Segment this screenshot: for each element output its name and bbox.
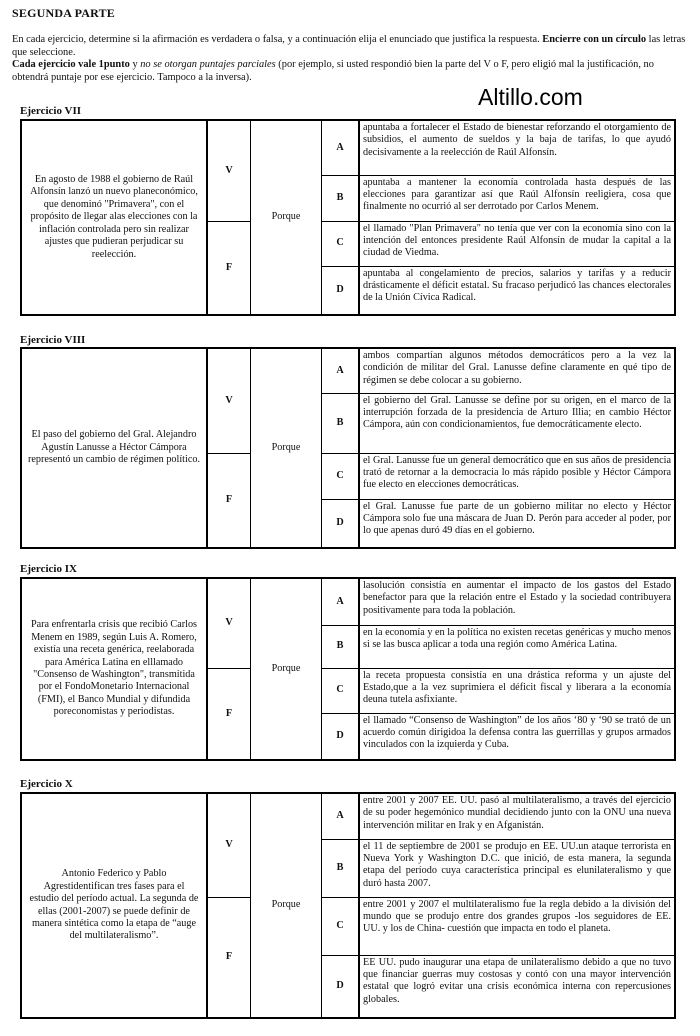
instructions-text: las letras que seleccione. [12, 34, 686, 58]
option-letter-a[interactable]: A [322, 120, 360, 175]
true-option[interactable]: V [207, 348, 251, 453]
option-letter-c[interactable]: C [322, 453, 360, 499]
exercise-title: Ejercicio IX [20, 563, 77, 575]
option-text: entre 2001 y 2007 el multilateralismo fue la regla debido a la división del mundo que se produjo entre dos grandes grupos -los seguidores de EE. UU. y los de China- cuestión que impacta en todo el planeta. [359, 897, 675, 955]
instructions-emphasis: Encierre con un círculo [542, 34, 647, 45]
exercise-table [20, 347, 676, 549]
option-text: el llamado “Consenso de Washington” de los años ‘80 y ‘90 se trató de un acuerdo común dirigidoa la defensa contra las guerrillas y grupos armados vinculados con la izquierda y Cuba. [359, 713, 675, 760]
instructions-text: En cada ejercicio, determine si la afirmación es verdadera o falsa, y a continuación elija el enunciado que justifica la respuesta. [12, 34, 543, 45]
false-option[interactable]: F [207, 897, 251, 1018]
instructions-italic: no se otorgan puntajes parciales [140, 59, 276, 71]
option-text: la receta propuesta consistía en una drástica reforma y un ajuste del Estado,que a la vez suprimiera el déficit fiscal y liberara a la economía deuna tutela asfixiante. [359, 668, 675, 713]
exercise-table [20, 577, 676, 761]
option-text: lasolución consistía en aumentar el impacto de los gastos del Estado benefactor para que la relación entre el Estado y la sociedad contribuyera positivamente para toda la población. [359, 578, 675, 625]
porque-label: Porque [251, 348, 322, 548]
option-letter-a[interactable]: A [322, 348, 360, 393]
exercise-statement: Antonio Federico y Pablo Agrestidentifican tres fases para el estudio del período actual. La segunda de ellas (2001-2007) se puede definir de manera sintética como la etapa de “auge del multilateralismo”. [21, 793, 207, 1018]
option-text: en la economía y en la política no existen recetas genéricas y mucho menos si se las busca aplicar a toda una región como América Latina. [359, 625, 675, 668]
option-letter-d[interactable]: D [322, 499, 360, 548]
option-letter-d[interactable]: D [322, 713, 360, 760]
false-option[interactable]: F [207, 221, 251, 315]
exercise-title: Ejercicio VII [20, 105, 81, 117]
option-letter-b[interactable]: B [322, 175, 360, 221]
porque-label: Porque [251, 578, 322, 760]
option-letter-c[interactable]: C [322, 897, 360, 955]
exercise-statement: El paso del gobierno del Gral. Alejandro Agustín Lanusse a Héctor Cámpora representó un cambio de régimen político. [21, 348, 207, 548]
option-text: apuntaba a mantener la economía controlada hasta después de las elecciones para garantizar así que Raúl Alfonsín reeligiera, cosa que finalmente no ocurrió al ser derrotado por Carlos Menem. [359, 175, 675, 221]
option-letter-a[interactable]: A [322, 578, 360, 625]
instructions-text: y [129, 59, 141, 71]
option-letter-b[interactable]: B [322, 839, 360, 897]
option-text: EE UU. pudo inaugurar una etapa de unilateralismo debido a que no tuvo que financiar guerras muy costosas y contó con una mayor intervención estatal que logró evitar una crisis económica interna con repercusiones globales. [359, 955, 675, 1018]
option-text: el 11 de septiembre de 2001 se produjo en EE. UU.un ataque terrorista en Nueva York y Washington D.C. que inició, de esta manera, la segunda etapa del período cuya característica principal es elunilateralismo y que duró hasta 2007. [359, 839, 675, 897]
instructions-emphasis: Cada ejercicio vale 1punto [12, 59, 130, 71]
porque-label: Porque [251, 793, 322, 1018]
option-text: el gobierno del Gral. Lanusse se define por su origen, en el marco de la interrupción forzada de la presidencia de Arturo Illia; en cambio Héctor Cámpora, aún con condicionamientos, fue democráticamente electo. [359, 393, 675, 453]
exercise-statement: En agosto de 1988 el gobierno de Raúl Alfonsín lanzó un nuevo planeconómico, que denominó "Primavera", con el propósito de llegar alas elecciones con la inflación controlada pero sin realizar ajustes que pudieran perjudicar su reelección. [21, 120, 207, 315]
option-text: apuntaba al congelamiento de precios, salarios y tarifas y a reducir drásticamente el déficit estatal. Su fracaso perjudicó las chances electorales de la Unión Cívica Radical. [359, 266, 675, 315]
option-text: el Gral. Lanusse fue parte de un gobierno militar no electo y Héctor Cámpora solo fue una máscara de Juan D. Perón para acceder al poder, por lo que apenas duró 49 días en el gobierno. [359, 499, 675, 548]
option-letter-d[interactable]: D [322, 266, 360, 315]
option-letter-b[interactable]: B [322, 625, 360, 668]
exercise-title: Ejercicio VIII [20, 334, 86, 346]
option-letter-a[interactable]: A [322, 793, 360, 839]
option-letter-d[interactable]: D [322, 955, 360, 1018]
option-text: el llamado "Plan Primavera" no tenía que ver con la economía sino con la intención del entonces presidente Raúl Alfonsín de mudar la capital a la ciudad de Viedma. [359, 221, 675, 266]
true-option[interactable]: V [207, 578, 251, 668]
option-letter-b[interactable]: B [322, 393, 360, 453]
instructions-text: (por ejemplo, si usted respondió bien la parte del V o F, pero eligió mal la justificación, no obtendrá puntaje por ese ejercicio. Tampoco a la inversa). [12, 59, 654, 83]
exercise-title: Ejercicio X [20, 778, 73, 790]
false-option[interactable]: F [207, 668, 251, 760]
false-option[interactable]: F [207, 453, 251, 548]
instructions [12, 34, 692, 84]
true-option[interactable]: V [207, 793, 251, 897]
page-title: SEGUNDA PARTE [12, 6, 115, 20]
option-text: entre 2001 y 2007 EE. UU. pasó al multilateralismo, a través del ejercicio de su poder hegemónico mundial decidiendo junto con la ONU una nueva intervención militar en Irak y en Afganistán. [359, 793, 675, 839]
exercise-table [20, 792, 676, 1019]
option-text: apuntaba a fortalecer el Estado de bienestar reforzando el otorgamiento de subsidios, el aumento de sueldos y la baja de tarifas, lo que ayudó decisivamente a la reelección de Raúl Alfonsín. [359, 120, 675, 175]
exercise-statement: Para enfrentarla crisis que recibió Carlos Menem en 1989, según Luis A. Romero, existía una receta genérica, reelaborada para América Latina en elllamado "Consenso de Washington", transmitida por el FondoMonetario Internacional (FMI), el Banco Mundial y difundida poreconomistas y periodistas. [21, 578, 207, 760]
option-text: el Gral. Lanusse fue un general democrático que en sus años de presidencia trató de retornar a la democracia lo más rápido posible y Héctor Cámpora fue electo en elecciones democráticas. [359, 453, 675, 499]
true-option[interactable]: V [207, 120, 251, 221]
option-letter-c[interactable]: C [322, 668, 360, 713]
porque-label: Porque [251, 120, 322, 315]
option-letter-c[interactable]: C [322, 221, 360, 266]
exercise-table [20, 119, 676, 316]
option-text: ambos compartían algunos métodos democráticos pero a la vez la condición de militar del Gral. Lanusse define claramente en qué tipo de régimen se debe colocar a su gobierno. [359, 348, 675, 393]
watermark-logo: Altillo.com [478, 84, 583, 110]
